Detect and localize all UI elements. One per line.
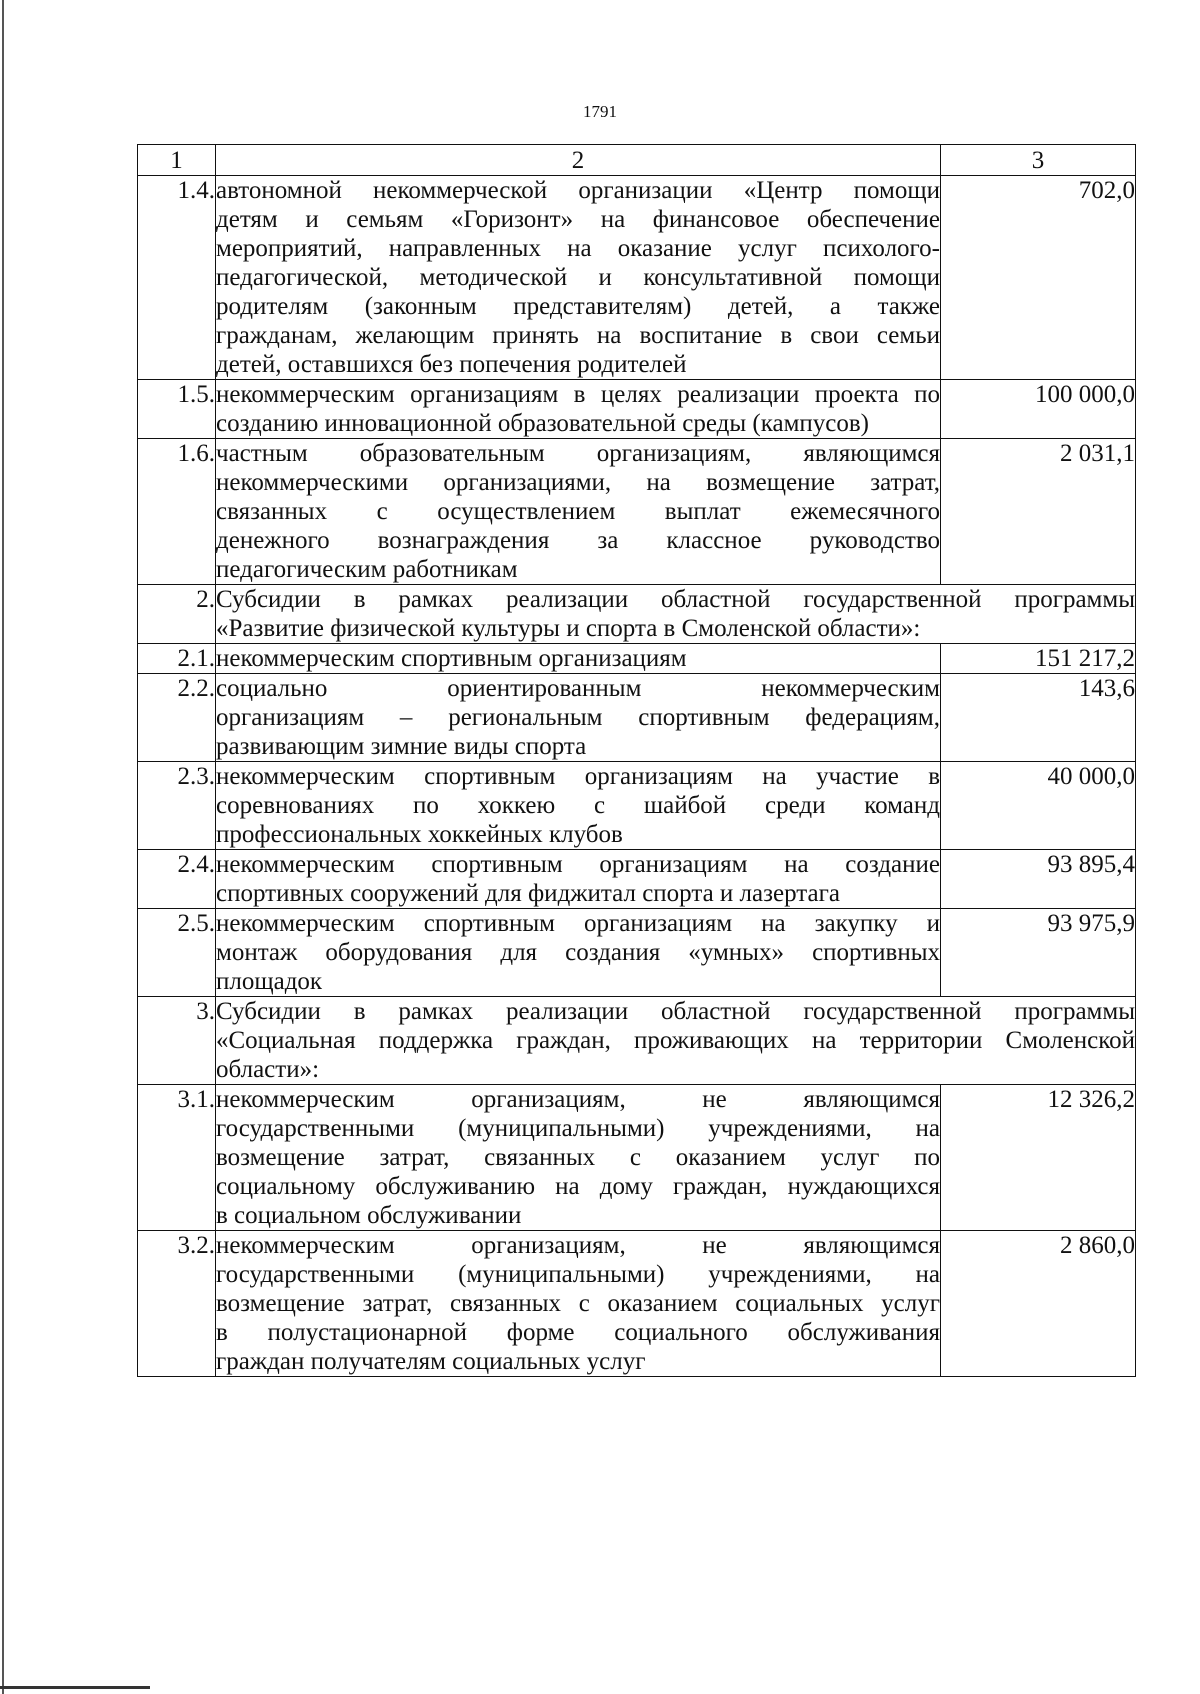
text-line: государственными (муниципальными) учреждениями, на — [216, 1115, 940, 1142]
row-number: 2.1. — [138, 644, 216, 674]
text-line: родителям (законным представителям) детей, а также — [216, 293, 940, 320]
row-amount: 151 217,2 — [941, 644, 1136, 674]
text-line: монтаж оборудования для создания «умных» спортивных — [216, 939, 940, 966]
row-number: 1.6. — [138, 439, 216, 585]
table-row — [138, 909, 1136, 997]
text-line: государственными (муниципальными) учреждениями, на — [216, 1261, 940, 1288]
table-row — [138, 762, 1136, 850]
text-line: педагогической, методической и консультативной помощи — [216, 264, 940, 291]
text-line: «Развитие физической культуры и спорта в Смоленской области»: — [216, 615, 921, 642]
table-row — [138, 380, 1136, 439]
table-row — [138, 1085, 1136, 1231]
text-line: соревнованиях по хоккею с шайбой среди команд — [216, 792, 940, 819]
section-row — [138, 997, 1136, 1085]
text-line: развивающим зимние виды спорта — [216, 733, 587, 760]
row-description — [216, 380, 941, 439]
text-line: некоммерческим организациям в целях реализации проекта по — [216, 381, 940, 408]
row-description — [216, 762, 941, 850]
text-line: некоммерческим спортивным организациям на закупку и — [216, 910, 940, 937]
row-description — [216, 176, 941, 380]
page-number: 1791 — [583, 102, 617, 121]
text-line: социальному обслуживанию на дому граждан, нуждающихся — [216, 1173, 940, 1200]
text-line: частным образовательным организациям, являющимся — [216, 440, 940, 467]
row-description — [216, 850, 941, 909]
text-line: Субсидии в рамках реализации областной государственной программы — [216, 586, 1135, 613]
row-number: 3. — [138, 997, 216, 1085]
row-amount: 702,0 — [941, 176, 1136, 380]
table-row — [138, 674, 1136, 762]
text-line: «Социальная поддержка граждан, проживающих на территории Смоленской — [216, 1027, 1135, 1054]
text-line: денежного вознаграждения за классное руководство — [216, 527, 940, 554]
table-row — [138, 1231, 1136, 1377]
table-row — [138, 644, 1136, 674]
row-description — [216, 439, 941, 585]
table-row — [138, 850, 1136, 909]
text-line: граждан получателям социальных услуг — [216, 1348, 646, 1375]
text-line: области»: — [216, 1056, 320, 1083]
text-line: мероприятий, направленных на оказание услуг психолого- — [216, 235, 940, 262]
text-line: спортивных сооружений для фиджитал спорта и лазертага — [216, 880, 840, 907]
row-description — [216, 1231, 941, 1377]
row-number: 2.3. — [138, 762, 216, 850]
subsidies-table — [137, 144, 1136, 1377]
text-line: в социальном обслуживании — [216, 1202, 522, 1229]
row-number: 3.1. — [138, 1085, 216, 1231]
scan-bottom-mark — [0, 1686, 150, 1689]
table-body — [138, 145, 1136, 1377]
row-number: 1.5. — [138, 380, 216, 439]
text-line: некоммерческим спортивным организациям на участие в — [216, 763, 940, 790]
row-number: 2.4. — [138, 850, 216, 909]
text-line: некоммерческим организациям, не являющимся — [216, 1086, 940, 1113]
table-row — [138, 176, 1136, 380]
text-line: созданию инновационной образовательной среды (кампусов) — [216, 410, 869, 437]
row-description — [216, 644, 941, 674]
section-title — [216, 997, 1136, 1085]
text-line: возмещение затрат, связанных с оказанием социальных услуг — [216, 1290, 940, 1317]
row-amount: 2 860,0 — [941, 1231, 1136, 1377]
text-line: некоммерческим спортивным организациям на создание — [216, 851, 940, 878]
row-number: 1.4. — [138, 176, 216, 380]
header-col-2: 2 — [216, 145, 941, 176]
text-line: детям и семьям «Горизонт» на финансовое обеспечение — [216, 206, 940, 233]
text-line: автономной некоммерческой организации «Центр помощи — [216, 177, 940, 204]
row-amount: 93 975,9 — [941, 909, 1136, 997]
row-description — [216, 909, 941, 997]
header-col-1: 1 — [138, 145, 216, 176]
text-line: некоммерческим спортивным организациям — [216, 645, 687, 672]
text-line: профессиональных хоккейных клубов — [216, 821, 623, 848]
header-col-3: 3 — [941, 145, 1136, 176]
text-line: Субсидии в рамках реализации областной государственной программы — [216, 998, 1135, 1025]
text-line: детей, оставшихся без попечения родителей — [216, 351, 687, 378]
text-line: в полустационарной форме социального обслуживания — [216, 1319, 940, 1346]
row-number: 2.2. — [138, 674, 216, 762]
row-number: 2. — [138, 585, 216, 644]
row-amount: 100 000,0 — [941, 380, 1136, 439]
text-line: некоммерческими организациями, на возмещение затрат, — [216, 469, 940, 496]
text-line: некоммерческим организациям, не являющимся — [216, 1232, 940, 1259]
text-line: организациям – региональным спортивным федерациям, — [216, 704, 940, 731]
text-line: педагогическим работникам — [216, 556, 518, 583]
scan-left-edge — [2, 0, 4, 1694]
table-row — [138, 439, 1136, 585]
text-line: связанных с осуществлением выплат ежемесячного — [216, 498, 940, 525]
header-row — [138, 145, 1136, 176]
row-description — [216, 1085, 941, 1231]
row-amount: 2 031,1 — [941, 439, 1136, 585]
row-amount: 12 326,2 — [941, 1085, 1136, 1231]
section-row — [138, 585, 1136, 644]
row-number: 3.2. — [138, 1231, 216, 1377]
text-line: социально ориентированным некоммерческим — [216, 675, 940, 702]
row-description — [216, 674, 941, 762]
text-line: площадок — [216, 968, 323, 995]
text-line: возмещение затрат, связанных с оказанием услуг по — [216, 1144, 940, 1171]
row-amount: 40 000,0 — [941, 762, 1136, 850]
text-line: гражданам, желающим принять на воспитание в свои семьи — [216, 322, 940, 349]
row-amount: 93 895,4 — [941, 850, 1136, 909]
section-title — [216, 585, 1136, 644]
row-number: 2.5. — [138, 909, 216, 997]
row-amount: 143,6 — [941, 674, 1136, 762]
